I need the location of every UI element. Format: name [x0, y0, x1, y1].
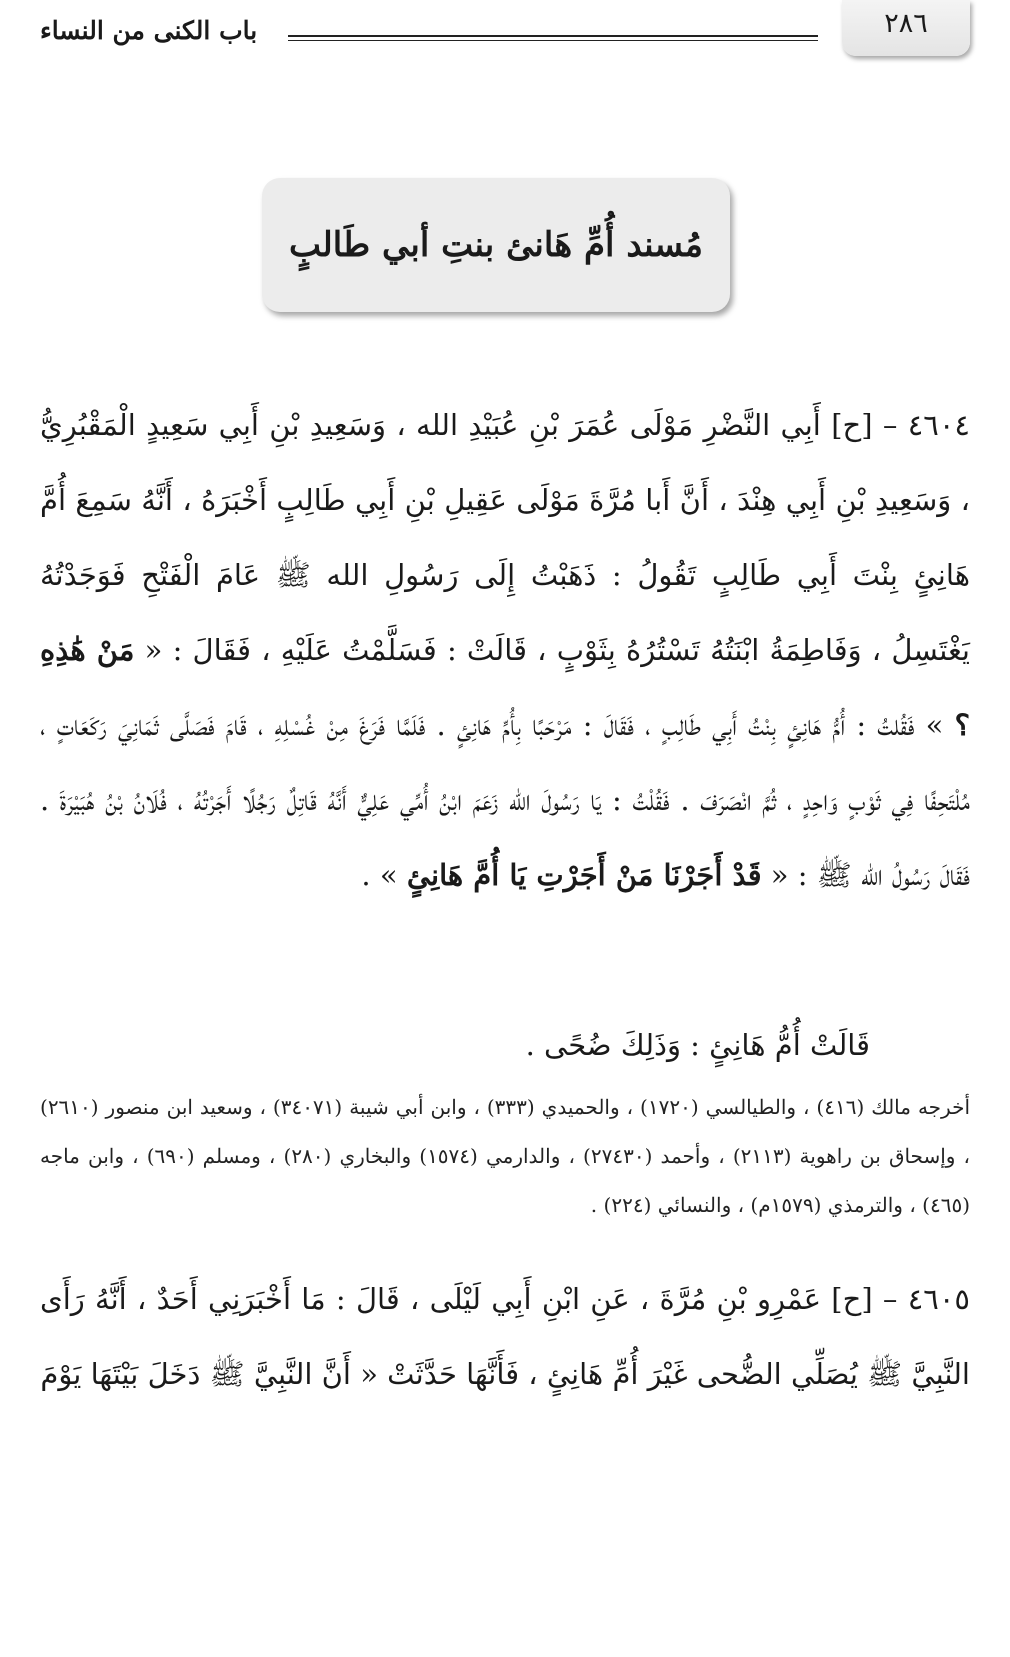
hadith-remark: قَالَتْ أُمُّ هَانِئٍ : وَذَلِكَ ضُحًى .	[525, 1028, 870, 1062]
section-title-box	[262, 178, 730, 312]
page-number-tab: ٢٨٦	[842, 0, 970, 56]
prophetic-speech: مَنْ هَٰذِهِ ؟	[40, 633, 970, 742]
header-rule	[288, 35, 818, 41]
prophetic-speech: قَدْ أَجَرْنَا مَنْ أَجَرْتِ يَا أُمَّ هَانِئٍ	[406, 858, 762, 892]
hadith-number: ٤٦٠٤ – [ح]	[831, 408, 971, 442]
hadith-text: » .	[361, 858, 398, 892]
takhrij-note: أخرجه مالك (٤١٦) ، والطيالسي (١٧٢٠) ، والحميدي (٣٣٣) ، وابن أبي شيبة (٣٤٠٧١) ، وسعيد ابن منصور (٢٦١٠) ، وإسحاق بن راهوية (٢١١٣) ، وأحمد (٢٧٤٣٠) ، والدارمي (١٥٧٤) والبخاري (٢٨٠) ، ومسلم (٦٩٠) ، وابن ماجه (٤٦٥) ، والترمذي (١٥٧٩م) ، والنسائي (٢٢٤) .	[40, 1095, 971, 1217]
hadith-text: عَمْرِو بْنِ مُرَّةَ ، عَنِ ابْنِ أَبِي لَيْلَى ، قَالَ : مَا أَخْبَرَنِي أَحَدٌ ، أَنَّهُ رَأَى النَّبِيَّ ﷺ يُصَلِّي الضُّحى غَيْرَ أُمِّ هَانِئٍ ، فَأَنَّهَا حَدَّثَتْ « أَنَّ النَّبِيَّ ﷺ دَخَلَ بَيْتَهَا يَوْمَ	[40, 1282, 970, 1391]
hadith-text: أَبِي النَّضْرِ مَوْلَى عُمَرَ بْنِ عُبَيْدِ الله ، وَسَعِيدِ بْنِ أَبِي سَعِيدٍ الْمَقْبُرِيُّ ، وَسَعِيدِ بْنِ أَبِي هِنْدَ ، أَنَّ أَبا مُرَّةَ مَوْلَى عَقِيلِ بْنِ أَبِي طَالِبٍ أَخْبَرَهُ ، أَنَّهُ سَمِعَ أُمَّ هَانِئٍ بِنْتَ أَبِي طَالِبٍ تَقُولُ : ذَهَبْتُ إِلَى رَسُولِ الله ﷺ عَامَ الْفَتْحِ فَوَجَدْتُهُ يَغْتَسِلُ ، وَفَاطِمَةُ ابْنَتُهُ تَسْتُرُهُ بِثَوْبٍ ، قَالَتْ : فَسَلَّمْتُ عَلَيْهِ ، فَقَالَ : «	[40, 408, 971, 667]
hadith-number: ٤٦٠٥ – [ح]	[831, 1282, 970, 1316]
page-header	[0, 0, 1010, 70]
section-title: مُسند أُمِّ هَانئ بنتِ أبي طَالبٍ	[289, 225, 703, 265]
hadith-4605	[40, 1262, 970, 1422]
hadith-4604	[40, 388, 970, 988]
chapter-title: باب الكنى من النساء	[40, 16, 258, 45]
hadith-text: » فَقُلتُ : أُمُّ هَانِئٍ بِنْتُ أَبِي طَالِبٍ ، فَقَالَ : مَرْحَبًا بِأُمِّ هَانِئٍ . فَلَمَّا فَرَغَ مِنْ غُسْلِهِ ، قَامَ فَصَلَّى ثَمَانِيَ رَكَعَاتٍ ، مُلْتَحِفًا فِي ثَوْبٍ وَاحِدٍ ، ثُمَّ انْصَرَفَ . فَقُلْتُ : يَا رَسُولَ الله زَعَمَ ابْنُ أُمِّي عَلِيٌّ أَنَّهُ قَاتِلٌ رَجُلًا أَجَرْتُهُ ، فُلَانُ بْنُ هُبَيْرَةَ . فَقَالَ رَسُولُ الله ﷺ : «	[40, 708, 970, 892]
